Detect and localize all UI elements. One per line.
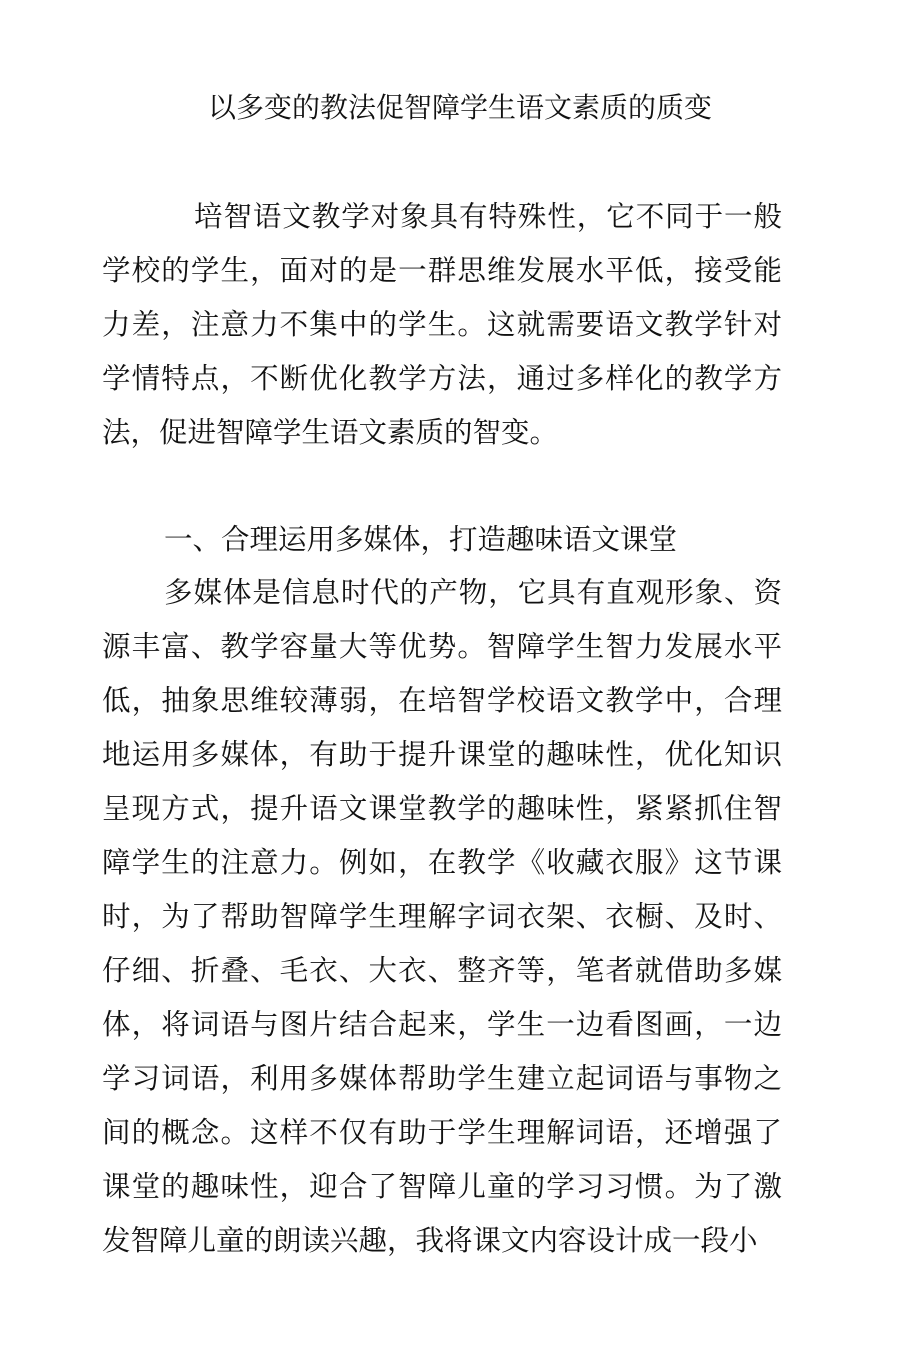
intro-paragraph: 培智语文教学对象具有特殊性，它不同于一般学校的学生，面对的是一群思维发展水平低，接受能力差，注意力不集中的学生。这就需要语文教学针对学情特点，不断优化教学方法，通过多样化的教学方法，促进智障学生语文素质的智变。 <box>102 200 782 449</box>
section-heading: 一、合理运用多媒体，打造趣味语文课堂 <box>164 523 678 556</box>
section-body-paragraph: 多媒体是信息时代的产物，它具有直观形象、资源丰富、教学容量大等优势。智障学生智力发展水平低，抽象思维较薄弱，在培智学校语文教学中，合理地运用多媒体，有助于提升课堂的趣味性，优化知识呈现方式，提升语文课堂教学的趣味性，紧紧抓住智障学生的注意力。例如，在教学《收藏衣服》这节课时，为了帮助智障学生理解字词衣架、衣橱、及时、仔细、折叠、毛衣、大衣、整齐等，笔者就借助多媒体，将词语与图片结合起来，学生一边看图画，一边学习词语，利用多媒体帮助学生建立起词语与事物之间的概念。这样不仅有助于学生理解词语，还增强了课堂的趣味性，迎合了智障儿童的学习习惯。为了激发智障儿童的朗读兴趣，我将课文内容设计成一段小 <box>102 576 782 1257</box>
document-title: 以多变的教法促智障学生语文素质的质变 <box>207 91 712 124</box>
